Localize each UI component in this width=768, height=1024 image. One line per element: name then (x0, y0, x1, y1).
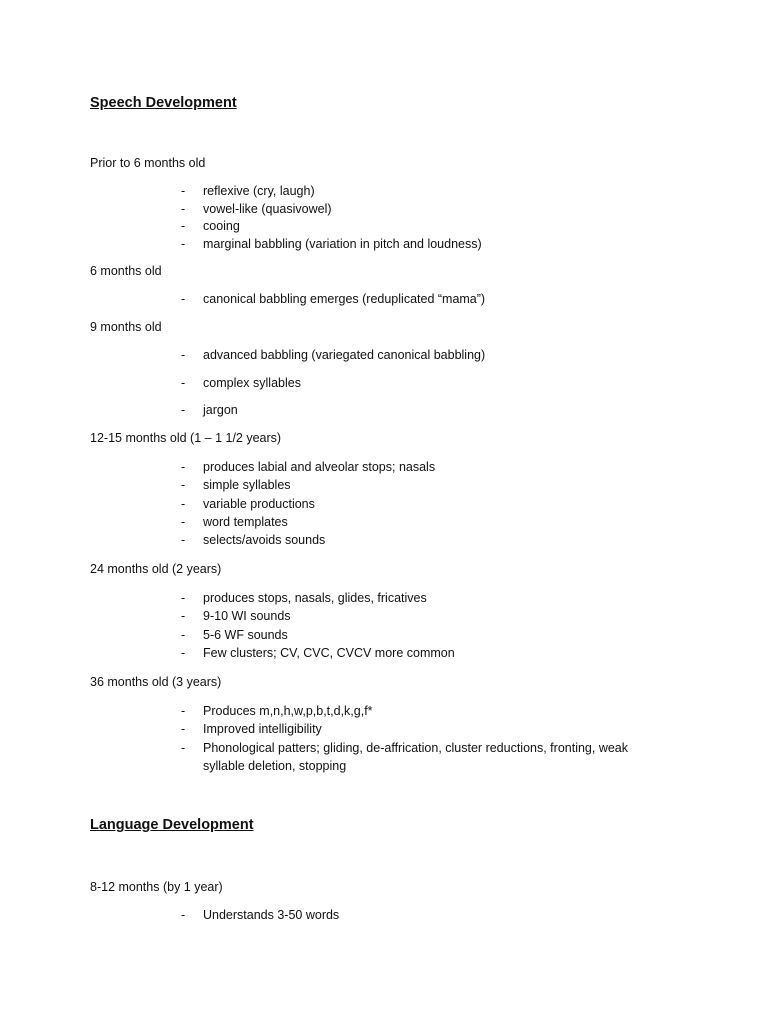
section-label-prior-6-months: Prior to 6 months old (90, 156, 206, 170)
list-item: Understands 3-50 words (203, 908, 340, 922)
list-item: cooing (203, 219, 240, 233)
section-label-9-months: 9 months old (90, 320, 162, 334)
language-development-heading: Language Development (90, 817, 254, 833)
section-label-8-12-months: 8-12 months (by 1 year) (90, 880, 223, 894)
list-item: complex syllables (203, 376, 301, 390)
list-item: jargon (203, 403, 238, 417)
section-label-12-15-months: 12-15 months old (1 – 1 1/2 years) (90, 431, 282, 445)
list-item: canonical babbling emerges (reduplicated “mama”) (203, 292, 486, 306)
bullet-dash: - (181, 591, 186, 605)
list-item: simple syllables (203, 478, 291, 492)
list-item: Few clusters; CV, CVC, CVCV more common (203, 646, 455, 660)
list-item: Phonological patters; gliding, de-affrication, cluster reductions, fronting, weak (203, 741, 629, 755)
list-item: 9-10 WI sounds (203, 609, 291, 623)
bullet-dash: - (181, 348, 186, 362)
bullet-dash: - (181, 219, 186, 233)
section-label-6-months: 6 months old (90, 264, 162, 278)
bullet-dash: - (181, 646, 186, 660)
bullet-dash: - (181, 376, 186, 390)
list-item: Produces m,n,h,w,p,b,t,d,k,g,f* (203, 704, 373, 718)
list-item: marginal babbling (variation in pitch and loudness) (203, 237, 482, 251)
bullet-dash: - (181, 741, 186, 755)
list-item: Improved intelligibility (203, 722, 322, 736)
bullet-dash: - (181, 460, 186, 474)
bullet-dash: - (181, 478, 186, 492)
bullet-dash: - (181, 237, 186, 251)
bullet-dash: - (181, 403, 186, 417)
list-item: produces stops, nasals, glides, fricatives (203, 591, 427, 605)
bullet-dash: - (181, 628, 186, 642)
list-item: variable productions (203, 497, 315, 511)
list-item: 5-6 WF sounds (203, 628, 288, 642)
speech-development-heading: Speech Development (90, 95, 237, 111)
section-label-36-months: 36 months old (3 years) (90, 675, 222, 689)
list-item: advanced babbling (variegated canonical babbling) (203, 348, 486, 362)
list-item: reflexive (cry, laugh) (203, 184, 315, 198)
list-item: produces labial and alveolar stops; nasals (203, 460, 436, 474)
bullet-dash: - (181, 497, 186, 511)
list-item-continuation: syllable deletion, stopping (203, 759, 347, 773)
bullet-dash: - (181, 704, 186, 718)
list-item: selects/avoids sounds (203, 533, 326, 547)
bullet-dash: - (181, 202, 186, 216)
bullet-dash: - (181, 908, 186, 922)
bullet-dash: - (181, 722, 186, 736)
list-item: word templates (203, 515, 288, 529)
bullet-dash: - (181, 609, 186, 623)
bullet-dash: - (181, 515, 186, 529)
list-item: vowel-like (quasivowel) (203, 202, 332, 216)
bullet-dash: - (181, 292, 186, 306)
section-label-24-months: 24 months old (2 years) (90, 562, 222, 576)
bullet-dash: - (181, 533, 186, 547)
bullet-dash: - (181, 184, 186, 198)
